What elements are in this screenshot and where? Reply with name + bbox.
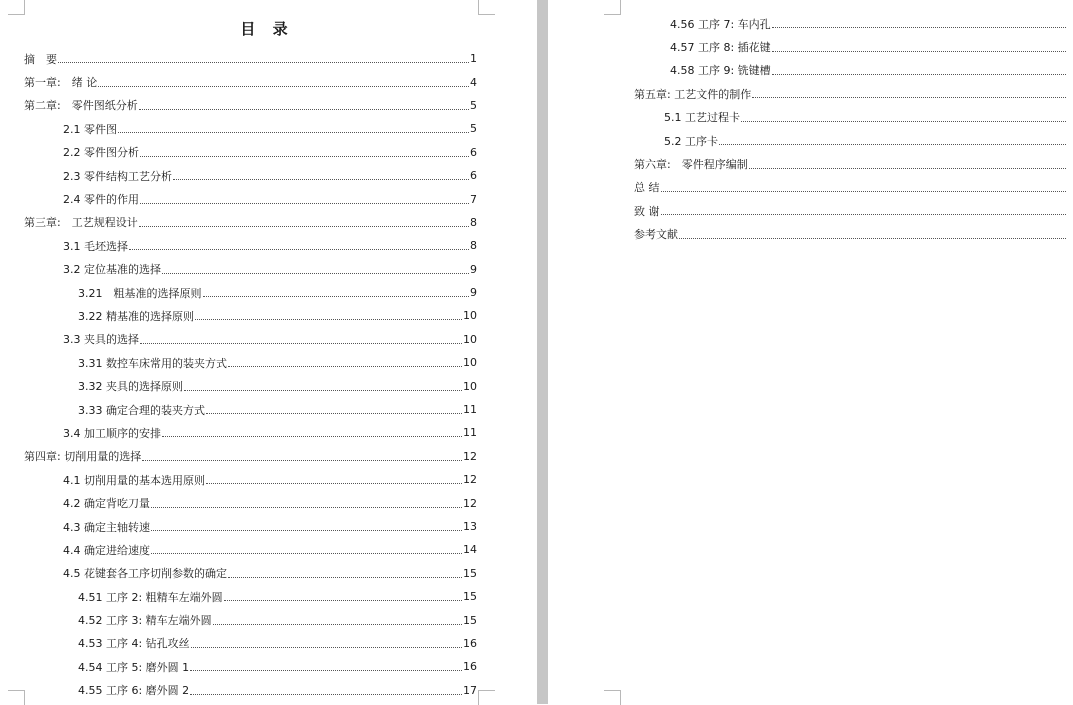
toc-entry-label: 3.2 定位基准的选择 (63, 263, 161, 277)
toc-page-number: 1 (470, 52, 477, 66)
toc-entry-label: 参考文献 (634, 228, 678, 242)
toc-entry[interactable] (24, 562, 477, 585)
toc-entry[interactable] (634, 129, 1072, 152)
toc-page-number: 6 (470, 169, 477, 183)
toc-entry[interactable] (24, 655, 477, 678)
toc-page-number: 17 (463, 683, 477, 697)
toc-entry-label: 4.51 工序 2: 粗精车左端外圆 (78, 590, 223, 604)
margin-corner-mark (478, 690, 495, 705)
toc-dot-leader (228, 577, 462, 578)
toc-entry[interactable] (24, 304, 477, 327)
page-gap (534, 0, 550, 704)
toc-dot-leader (719, 144, 1066, 145)
toc-page-number: 15 (463, 590, 477, 604)
toc-dot-leader (173, 179, 469, 180)
toc-page-number: 15 (463, 566, 477, 580)
toc-entry-label: 摘 要 (24, 52, 57, 66)
toc-entry[interactable] (634, 12, 1072, 35)
toc-page-number: 11 (463, 426, 477, 440)
toc-page-number: 6 (470, 145, 477, 159)
toc-dot-leader (151, 553, 462, 554)
toc-entry-label: 3.32 夹具的选择原则 (78, 380, 183, 394)
toc-dot-leader (58, 62, 469, 63)
toc-list-right (634, 12, 1072, 246)
toc-entry-label: 第六章: 零件程序编制 (634, 158, 748, 172)
toc-entry-label: 5.2 工序卡 (664, 134, 718, 148)
toc-entry-label: 2.3 零件结构工艺分析 (63, 169, 172, 183)
toc-page-number: 13 (463, 520, 477, 533)
toc-page-number: 11 (463, 403, 477, 417)
toc-entry[interactable] (634, 82, 1072, 105)
toc-page-number: 10 (463, 332, 477, 346)
toc-dot-leader (195, 319, 462, 320)
toc-entry[interactable] (634, 176, 1072, 199)
toc-entry-label: 4.52 工序 3: 精车左端外圆 (78, 614, 212, 628)
toc-dot-leader (140, 203, 469, 204)
toc-page-number: 10 (463, 379, 477, 393)
margin-corner-mark (478, 0, 495, 15)
toc-dot-leader (139, 109, 469, 110)
toc-entry[interactable] (24, 328, 477, 351)
toc-entry-label: 3.4 加工顺序的安排 (63, 426, 161, 440)
margin-corner-mark (604, 690, 621, 705)
toc-entry-label: 第二章: 零件图纸分析 (24, 99, 138, 113)
toc-entry-label: 4.56 工序 7: 车内孔 (670, 17, 771, 31)
toc-entry-label: 4.54 工序 5: 磨外圆 1 (78, 660, 190, 674)
toc-dot-leader (140, 156, 469, 157)
toc-entry-label: 3.31 数控车床常用的装夹方式 (78, 356, 227, 370)
toc-entry[interactable] (24, 679, 477, 702)
toc-entry-label: 4.4 确定进给速度 (63, 543, 150, 557)
toc-entry[interactable] (634, 106, 1072, 129)
toc-dot-leader (772, 74, 1066, 75)
toc-entry-label: 第三章: 工艺规程设计 (24, 216, 138, 230)
toc-entry-label: 总 结 (634, 181, 660, 195)
toc-entry-label: 3.21 粗基准的选择原则 (78, 286, 202, 300)
toc-dot-leader (151, 530, 462, 531)
toc-dot-leader (228, 366, 462, 367)
toc-page-number: 5 (470, 122, 477, 136)
toc-entry-label: 致 谢 (634, 204, 660, 218)
toc-entry[interactable] (634, 59, 1072, 82)
toc-page-number: 9 (470, 262, 477, 276)
toc-entry-label: 2.4 零件的作用 (63, 193, 139, 207)
toc-dot-leader (151, 507, 462, 508)
toc-dot-leader (190, 694, 462, 695)
toc-dot-leader (206, 413, 462, 414)
toc-entry-label: 3.1 毛坯选择 (63, 239, 128, 253)
toc-page-number: 8 (470, 239, 477, 253)
toc-entry[interactable] (24, 211, 477, 234)
toc-entry[interactable] (24, 141, 477, 164)
margin-corner-mark (8, 0, 25, 15)
toc-entry[interactable] (24, 117, 477, 140)
toc-entry[interactable] (24, 632, 477, 655)
toc-dot-leader (772, 51, 1066, 52)
toc-page-number: 12 (463, 449, 477, 463)
toc-dot-leader (679, 238, 1066, 239)
toc-dot-leader (162, 273, 469, 274)
toc-entry[interactable] (24, 234, 477, 257)
toc-page-number: 14 (463, 543, 477, 557)
toc-dot-leader (129, 249, 469, 250)
toc-entry[interactable] (24, 608, 477, 631)
toc-entry-label: 4.2 确定背吃刀量 (63, 497, 150, 511)
toc-dot-leader (191, 647, 462, 648)
toc-entry[interactable] (24, 468, 477, 491)
margin-corner-mark (604, 0, 621, 15)
document-page-right (550, 0, 1073, 704)
toc-entry[interactable] (24, 70, 477, 93)
toc-page-number: 8 (470, 215, 477, 229)
toc-entry[interactable] (24, 491, 477, 514)
toc-entry[interactable] (24, 515, 477, 538)
toc-entry[interactable] (634, 35, 1072, 58)
toc-title: 目 录 (240, 20, 294, 38)
toc-dot-leader (206, 483, 462, 484)
toc-entry-label: 4.55 工序 6: 磨外圆 2 (78, 684, 190, 698)
toc-dot-leader (98, 86, 469, 87)
toc-dot-leader (749, 168, 1066, 169)
toc-entry-label: 3.33 确定合理的装夹方式 (78, 403, 205, 417)
toc-page-number: 12 (463, 473, 477, 487)
margin-corner-mark (8, 690, 25, 705)
toc-dot-leader (139, 226, 469, 227)
toc-dot-leader (772, 27, 1066, 28)
toc-entry-label: 第一章: 绪 论 (24, 76, 98, 90)
toc-entry[interactable] (634, 199, 1072, 222)
toc-dot-leader (203, 296, 470, 297)
toc-page-number: 16 (463, 660, 477, 674)
toc-page-number: 12 (463, 496, 477, 510)
toc-entry[interactable] (24, 421, 477, 444)
toc-page-number: 10 (463, 356, 477, 370)
toc-entry-label: 4.5 花键套各工序切削参数的确定 (63, 567, 227, 581)
toc-entry-label: 4.58 工序 9: 铣键槽 (670, 64, 771, 78)
toc-dot-leader (190, 670, 462, 671)
toc-entry-label: 第四章: 切削用量的选择 (24, 450, 142, 464)
toc-list-left (24, 47, 477, 702)
toc-entry-label: 4.53 工序 4: 钻孔攻丝 (78, 637, 190, 651)
toc-page-number: 9 (470, 286, 477, 300)
toc-page-number: 15 (463, 613, 477, 627)
toc-entry-label: 2.1 零件图 (63, 122, 117, 136)
toc-entry-label: 3.22 精基准的选择原则 (78, 309, 194, 323)
toc-page-number: 7 (470, 192, 477, 206)
toc-dot-leader (162, 436, 462, 437)
toc-dot-leader (184, 390, 462, 391)
toc-entry-label: 4.57 工序 8: 插花键 (670, 41, 771, 55)
toc-entry[interactable] (24, 187, 477, 210)
gutter-bar (537, 0, 548, 704)
toc-entry[interactable] (24, 94, 477, 117)
toc-entry[interactable] (24, 164, 477, 187)
toc-entry[interactable] (634, 152, 1072, 175)
toc-entry[interactable] (24, 281, 477, 304)
toc-entry[interactable] (24, 538, 477, 561)
toc-dot-leader (142, 460, 462, 461)
toc-dot-leader (213, 624, 462, 625)
toc-entry-label: 3.3 夹具的选择 (63, 333, 139, 347)
toc-entry-label: 5.1 工艺过程卡 (664, 111, 740, 125)
toc-entry[interactable] (634, 223, 1072, 246)
toc-entry-label: 4.1 切削用量的基本选用原则 (63, 473, 205, 487)
toc-page-number: 4 (470, 75, 477, 89)
toc-page-number: 16 (463, 636, 477, 650)
toc-dot-leader (140, 343, 462, 344)
document-page-left (0, 0, 534, 704)
toc-entry[interactable] (24, 398, 477, 421)
toc-dot-leader (118, 132, 469, 133)
toc-dot-leader (752, 97, 1066, 98)
toc-entry[interactable] (24, 374, 477, 397)
toc-entry[interactable] (24, 258, 477, 281)
toc-dot-leader (741, 121, 1066, 122)
toc-entry[interactable] (24, 47, 477, 70)
toc-entry-label: 第五章: 工艺文件的制作 (634, 87, 752, 101)
toc-entry[interactable] (24, 585, 477, 608)
toc-entry-label: 2.2 零件图分析 (63, 146, 139, 160)
toc-dot-leader (224, 600, 462, 601)
toc-entry-label: 4.3 确定主轴转速 (63, 520, 150, 534)
toc-dot-leader (661, 214, 1067, 215)
toc-dot-leader (661, 191, 1067, 192)
toc-page-number: 5 (470, 98, 477, 112)
toc-page-number: 10 (463, 309, 477, 323)
toc-entry[interactable] (24, 445, 477, 468)
toc-entry[interactable] (24, 351, 477, 374)
